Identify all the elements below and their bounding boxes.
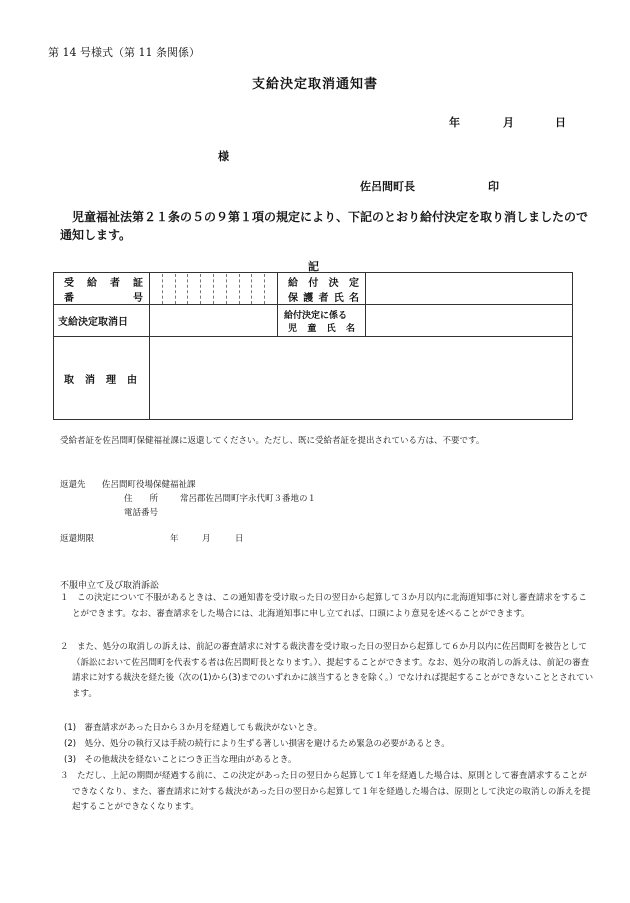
reason-label: 取消理由 bbox=[64, 374, 137, 386]
appeal-item-3: ３ ただし、上記の期間が経過する前に、この決定があった日の翌日から起算して１年を経過した場合は、原則として審査請求することができなくなり、また、審査請求に対する裁決があった日の翌日から起算して１年を経過した場合は、原則として決定の取消しの訴えを提起することができなくなります。 bbox=[60, 771, 591, 812]
phone-label: 電話番号 bbox=[124, 508, 159, 518]
form-number: 第 14 号様式（第 11 条関係） bbox=[48, 46, 200, 59]
record-table bbox=[53, 272, 573, 420]
body-text: 児童福祉法第２１条の５の９第１項の規定により、下記のとおり給付決定を取り消しましたので通知します。 bbox=[60, 210, 589, 242]
deadline-year: 年 bbox=[170, 534, 179, 544]
recipient-cert-label-line1: 受給者証 bbox=[64, 277, 143, 289]
recipient-cert-label bbox=[54, 273, 150, 305]
child-label-line1: 給付決定に係る bbox=[284, 310, 348, 321]
date-day: 日 bbox=[555, 116, 566, 129]
recipient-cert-label-line2: 番号 bbox=[64, 292, 143, 304]
table-row bbox=[54, 305, 573, 337]
guardian-label bbox=[278, 273, 366, 305]
guardian-label-line1: 給付決定 bbox=[288, 277, 359, 289]
addressee-suffix: 様 bbox=[218, 150, 229, 163]
deadline-label: 返還期限 bbox=[60, 534, 95, 544]
child-label-line2: 児童氏名 bbox=[288, 323, 355, 334]
reason-label-cell bbox=[54, 337, 150, 420]
issuer-name: 佐呂間町長 bbox=[360, 180, 415, 193]
cancel-date-field[interactable] bbox=[150, 305, 278, 337]
table-row bbox=[54, 273, 573, 305]
child-name-field[interactable] bbox=[366, 305, 573, 337]
document-title: 支給決定取消通知書 bbox=[251, 77, 378, 92]
appeal-title: 不服申立て及び取消訴訟 bbox=[60, 581, 160, 591]
deadline-day: 日 bbox=[235, 534, 244, 544]
recipient-cert-number-field[interactable] bbox=[150, 273, 278, 305]
date-year: 年 bbox=[449, 116, 460, 129]
appeal-sub-1: (1) 審査請求があった日から３か月を経過しても裁決がないとき。 bbox=[64, 723, 323, 733]
guardian-label-line2: 保護者氏名 bbox=[288, 292, 359, 304]
return-to-label: 返還先 bbox=[60, 480, 86, 490]
date-month: 月 bbox=[503, 116, 514, 129]
seal-mark: 印 bbox=[488, 180, 499, 193]
return-to-value: 佐呂間町役場保健福祉課 bbox=[102, 480, 196, 490]
reason-field[interactable] bbox=[150, 337, 573, 420]
appeal-item-1: １ この決定について不服があるときは、この通知書を受け取った日の翌日から起算して３か月以内に北海道知事に対し審査請求をすることができます。なお、審査請求をした場合には、北海道知事に申し立てれば、口頭により意見を述べることができます。 bbox=[60, 593, 587, 619]
appeal-sub-2: (2) 処分、処分の執行又は手続の続行により生ずる著しい損害を避けるため緊急の必要があるとき。 bbox=[64, 739, 450, 749]
return-note: 受給者証を佐呂間町保健福祉課に返還してください。ただし、既に受給者証を提出されている方は、不要です。 bbox=[60, 436, 485, 446]
address-value: 常呂郡佐呂間町字永代町３番地の１ bbox=[180, 494, 317, 504]
guardian-name-field[interactable] bbox=[366, 273, 573, 305]
appeal-sub-3: (3) その他裁決を経ないことにつき正当な理由があるとき。 bbox=[64, 755, 297, 765]
cancel-date-label: 支給決定取消日 bbox=[54, 305, 150, 337]
record-heading: 記 bbox=[308, 260, 319, 273]
child-label bbox=[278, 305, 366, 337]
deadline-month: 月 bbox=[202, 534, 211, 544]
appeal-item-2: ２ また、処分の取消しの訴えは、前記の審査請求に対する裁決書を受け取った日の翌日から起算して６か月以内に佐呂間町を被告として（訴訟において佐呂間町を代表する者は佐呂間町長となります。）、提起することができます。なお、処分の取消しの訴えは、前記の審査請求に対する裁決を経た後（次の(1)から(3)までのいずれかに該当するときを除く。）でなければ提起することができないこととされています。 bbox=[60, 642, 594, 699]
address-label: 住 所 bbox=[124, 494, 159, 504]
table-row bbox=[54, 337, 573, 420]
digit-boxes bbox=[150, 274, 277, 304]
